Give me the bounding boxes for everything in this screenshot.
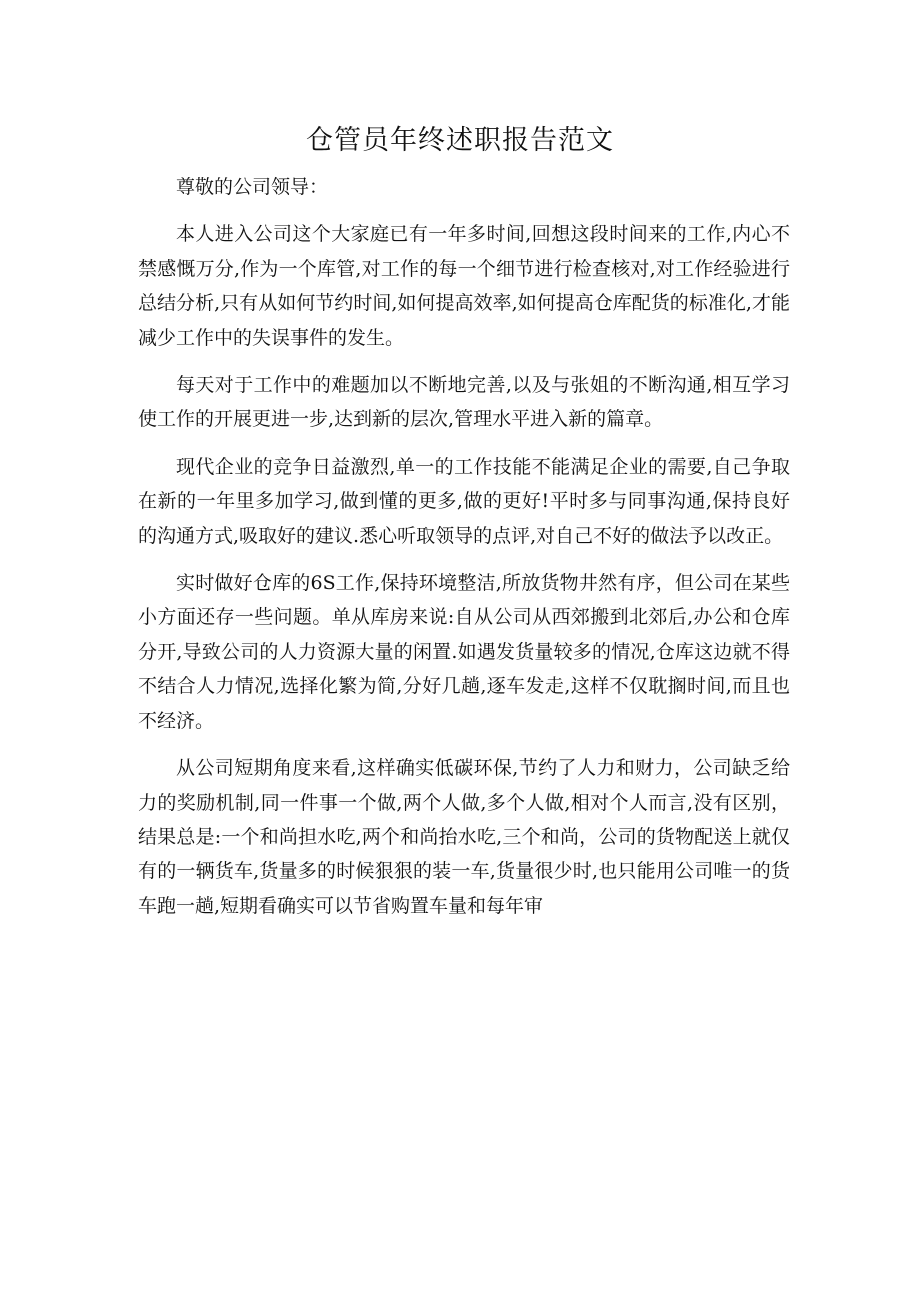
paragraph: 每天对于工作中的难题加以不断地完善,以及与张姐的不断沟通,相互学习使工作的开展更进一步,达到新的层次,管理水平进入新的篇章。 — [138, 374, 790, 431]
paragraph: 实时做好仓库的6S工作,保持环境整洁,所放货物井然有序，但公司在某些小方面还存一些问题。单从库房来说:自从公司从西郊搬到北郊后,办公和仓库分开,导致公司的人力资源大量的闲置.如遇发货量较多的情况,仓库这边就不得不结合人力情况,选择化繁为简,分好几趟,逐车发走,这样不仅耽搁时间,而且也不经济。 — [138, 572, 790, 732]
paragraph: 现代企业的竞争日益激烈,单一的工作技能不能满足企业的需要,自己争取在新的一年里多加学习,做到懂的更多,做的更好!平时多与同事沟通,保持良好的沟通方式,吸取好的建议.悉心听取领导的点评,对自己不好的做法予以改正。 — [138, 455, 790, 547]
paragraph: 从公司短期角度来看,这样确实低碳环保,节约了人力和财力，公司缺乏给力的奖励机制,同一件事一个做,两个人做,多个人做,相对个人而言,没有区别，结果总是:一个和尚担水吃,两个和尚抬水吃,三个和尚，公司的货物配送上就仅有的一辆货车,货量多的时候狠狠的装一车,货量很少时,也只能用公司唯一的货车跑一趟,短期看确实可以节省购置车量和每年审 — [138, 757, 790, 917]
paragraph: 本人进入公司这个大家庭已有一年多时间,回想这段时间来的工作,内心不禁感慨万分,作为一个库管,对工作的每一个细节进行检查核对,对工作经验进行总结分析,只有从如何节约时间,如何提高效率,如何提高仓库配货的标准化,才能减少工作中的失误事件的发生。 — [138, 223, 790, 349]
paragraph-salutation: 尊敬的公司领导： — [176, 176, 329, 198]
document-title: 仓管员年终述职报告范文 — [306, 125, 614, 156]
document-body — [138, 170, 790, 936]
